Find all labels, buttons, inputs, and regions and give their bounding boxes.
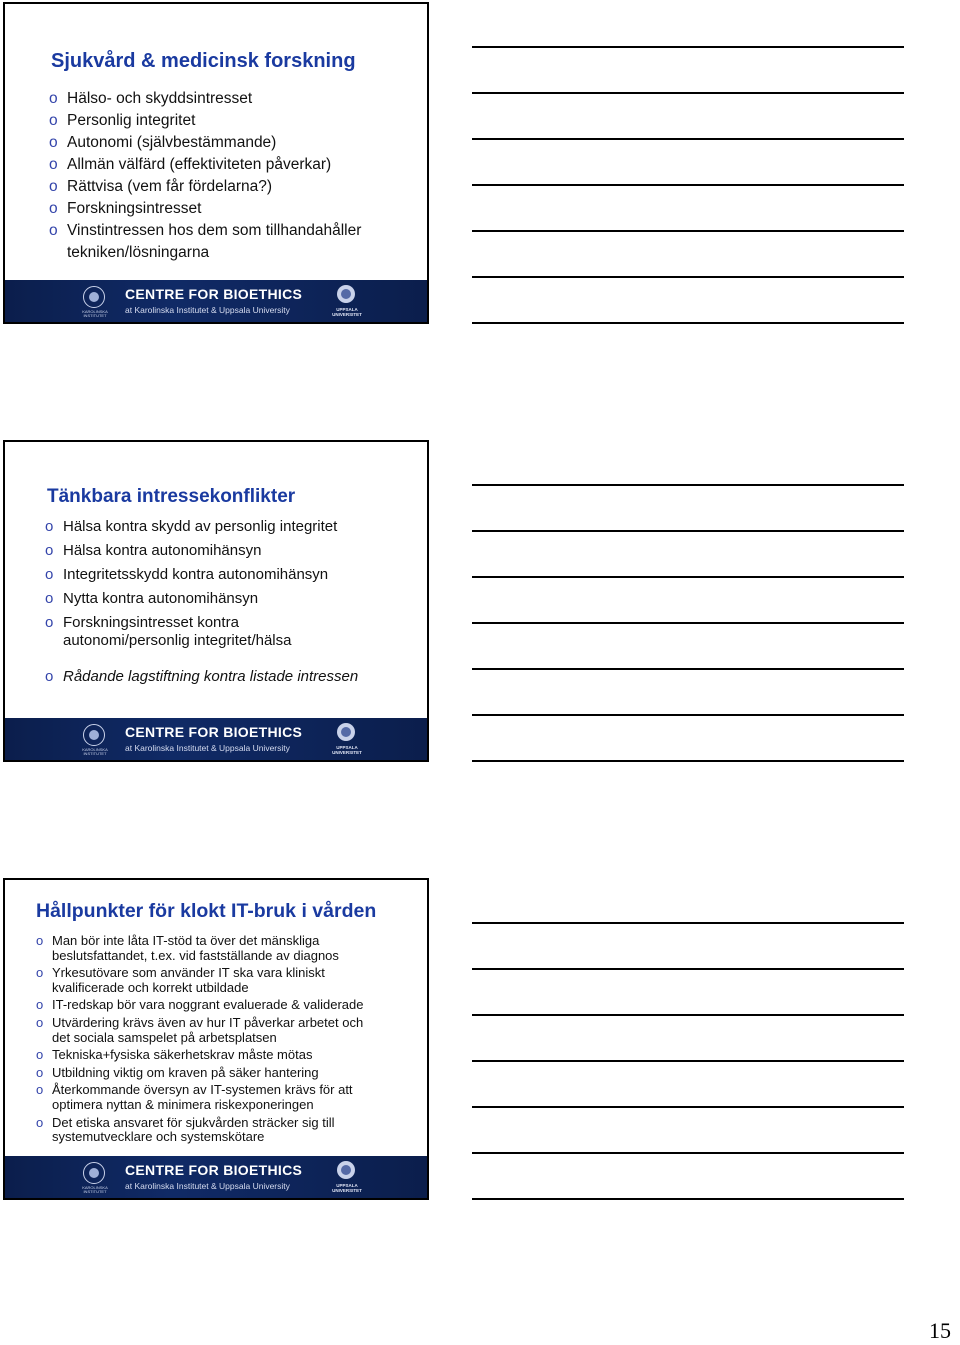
bullet-marker: o <box>36 965 44 981</box>
footer-subtitle: at Karolinska Institutet & Uppsala University <box>125 1181 290 1191</box>
bullet-marker: o <box>49 134 58 151</box>
bullet-list <box>5 934 427 1145</box>
bullet-marker: o <box>45 614 54 631</box>
uppsala-logo-icon <box>337 285 355 303</box>
bullet-marker: o <box>45 542 54 559</box>
list-item: o Utbildning viktig om kraven på säker hantering <box>36 1064 319 1080</box>
footer-subtitle: at Karolinska Institutet & Uppsala University <box>125 305 290 315</box>
list-item: o Autonomi (självbestämmande) <box>5 132 427 154</box>
bullet-marker: o <box>36 1114 44 1130</box>
uu-caption: UPPSALA UNIVERSITET <box>332 745 362 755</box>
list-item: o IT-redskap bör vara noggrant evaluerade & validerade <box>36 997 364 1013</box>
slide-3 <box>3 878 429 1200</box>
note-line <box>472 1060 904 1062</box>
note-line <box>472 668 904 670</box>
page-number: 15 <box>929 1318 951 1343</box>
footer-title: CENTRE FOR BIOETHICS <box>125 1162 303 1178</box>
note-line <box>472 576 904 578</box>
list-item: o Rådande lagstiftning kontra listade intressen <box>45 668 359 685</box>
bullet-marker: o <box>49 222 58 239</box>
note-line <box>472 138 904 140</box>
karolinska-logo-icon <box>83 286 105 308</box>
bullet-list <box>5 518 427 686</box>
slide-2 <box>3 440 429 762</box>
uu-caption: UPPSALA UNIVERSITET <box>332 307 362 317</box>
list-item: o Hälsa kontra autonomihänsyn <box>45 542 262 559</box>
bullet-marker: o <box>45 566 54 583</box>
list-item: o Hälso- och skyddsintresset <box>5 88 427 110</box>
bullet-marker: o <box>45 518 54 535</box>
note-line <box>472 622 904 624</box>
list-item: o Forskningsintresset <box>5 198 427 220</box>
bullet-list <box>5 88 427 264</box>
list-item: o Tekniska+fysiska säkerhetskrav måste mötas <box>36 1047 313 1063</box>
note-line <box>472 46 904 48</box>
bullet-marker: o <box>49 156 58 173</box>
bullet-marker: o <box>36 1082 44 1098</box>
list-item: o Forskningsintresset kontra autonomi/personlig integritet/hälsa <box>45 614 292 649</box>
list-item: o Utvärdering krävs även av hur IT påverkar arbetet och det sociala samspelet på arbetsplatsen <box>36 1014 364 1045</box>
uppsala-logo-icon <box>337 723 355 741</box>
note-line <box>472 484 904 486</box>
bullet-marker: o <box>45 668 54 685</box>
note-line <box>472 1152 904 1154</box>
ki-caption: KAROLINSKA INSTITUTET <box>82 747 108 756</box>
footer-title: CENTRE FOR BIOETHICS <box>125 286 303 302</box>
list-item: o Integritetsskydd kontra autonomihänsyn <box>45 566 329 583</box>
list-item: o Personlig integritet <box>5 110 427 132</box>
bullet-marker: o <box>36 1014 44 1030</box>
list-item: o Man bör inte låta IT-stöd ta över det mänskliga beslutsfattandet, t.ex. vid fastställande av diagnos <box>36 933 339 963</box>
bullet-marker: o <box>49 90 58 107</box>
bullet-marker: o <box>36 1064 44 1080</box>
note-line <box>472 322 904 324</box>
bullet-marker: o <box>36 1047 44 1063</box>
slide-title: Hållpunkter för klokt IT-bruk i vården <box>36 900 377 922</box>
list-item: o Rättvisa (vem får fördelarna?) <box>5 176 427 198</box>
list-item: o Hälsa kontra skydd av personlig integritet <box>45 518 338 535</box>
ki-caption: KAROLINSKA INSTITUTET <box>82 309 108 318</box>
note-line <box>472 968 904 970</box>
note-line <box>472 1014 904 1016</box>
note-line <box>472 1198 904 1200</box>
note-line <box>472 760 904 762</box>
note-line <box>472 714 904 716</box>
slide-title: Sjukvård & medicinsk forskning <box>51 50 356 72</box>
note-line <box>472 1106 904 1108</box>
list-item: o Återkommande översyn av IT-systemen krävs för att optimera nyttan & minimera riskexponeringen <box>36 1082 353 1112</box>
bullet-marker: o <box>49 200 58 217</box>
note-line <box>472 530 904 532</box>
note-line <box>472 92 904 94</box>
list-item: o Yrkesutövare som använder IT ska vara kliniskt kvalificerade och korrekt utbildade <box>36 965 325 995</box>
list-item: o Nytta kontra autonomihänsyn <box>45 590 259 607</box>
bullet-marker: o <box>36 933 44 948</box>
footer-subtitle: at Karolinska Institutet & Uppsala University <box>125 743 290 753</box>
uu-caption: UPPSALA UNIVERSITET <box>332 1183 362 1193</box>
karolinska-logo-icon <box>83 724 105 746</box>
note-line <box>472 184 904 186</box>
slide-title: Tänkbara intressekonflikter <box>47 486 296 507</box>
footer-title: CENTRE FOR BIOETHICS <box>125 724 303 740</box>
list-item: o Vinstintressen hos dem som tillhandahåller tekniken/lösningarna <box>49 222 362 261</box>
slide-footer <box>5 1156 427 1198</box>
list-item: o Allmän välfärd (effektiviteten påverkar) <box>5 154 427 176</box>
uppsala-logo-icon <box>337 1161 355 1179</box>
slide-1 <box>3 2 429 324</box>
bullet-marker: o <box>36 997 44 1013</box>
note-line <box>472 230 904 232</box>
note-line <box>472 276 904 278</box>
list-item: o Det etiska ansvaret för sjukvården sträcker sig till systemutvecklare och systemskötare <box>36 1114 335 1145</box>
note-line <box>472 922 904 924</box>
slide-footer <box>5 280 427 322</box>
bullet-marker: o <box>45 590 54 607</box>
slide-footer <box>5 718 427 760</box>
karolinska-logo-icon <box>83 1162 105 1184</box>
bullet-marker: o <box>49 112 58 129</box>
ki-caption: KAROLINSKA INSTITUTET <box>82 1185 108 1194</box>
bullet-marker: o <box>49 178 58 195</box>
